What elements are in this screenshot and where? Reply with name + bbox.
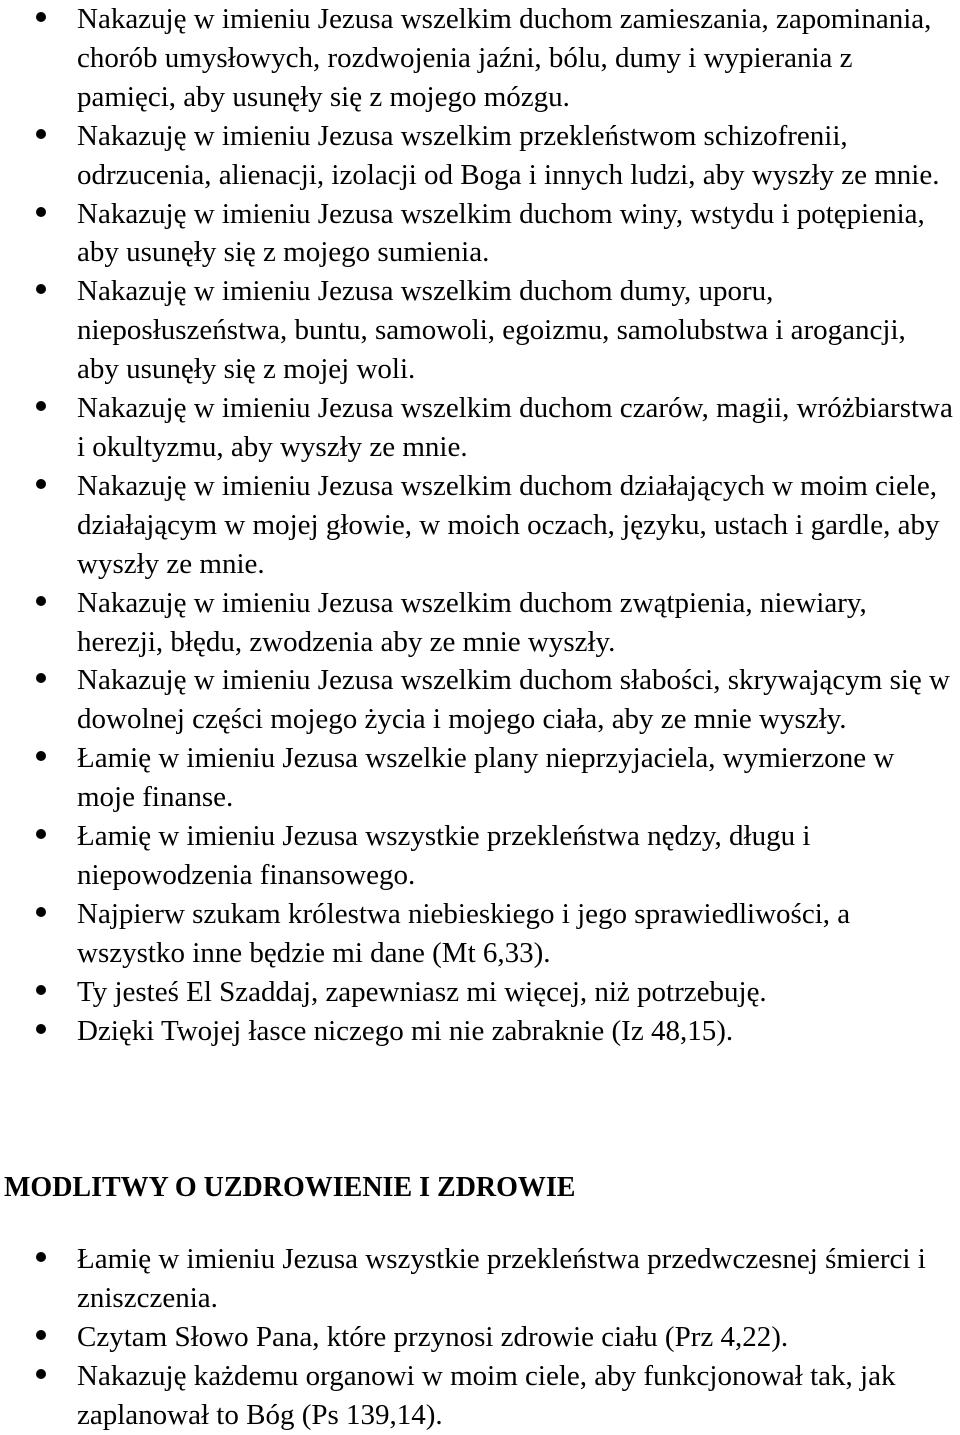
bullet-icon (36, 401, 46, 411)
list-item-text: Nakazuję w imieniu Jezusa wszelkim duchom zwątpienia, niewiary, herezji, błędu, zwodzenia aby ze mnie wyszły. (77, 586, 867, 658)
list-item (0, 467, 960, 584)
list-item-text: Nakazuję w imieniu Jezusa wszelkim duchom słabości, skrywającym się w dowolnej części mojego życia i mojego ciała, aby ze mnie wyszły. (77, 664, 950, 736)
bullet-icon (36, 12, 46, 22)
list-item-text: Łamię w imieniu Jezusa wszelkie plany nieprzyjaciela, wymierzone w moje finanse. (77, 742, 895, 814)
list-item (0, 195, 960, 273)
list-item-text: Nakazuję w imieniu Jezusa wszelkim duchom czarów, magii, wróżbiarstwa i okultyzmu, aby wyszły ze mnie. (77, 392, 953, 463)
list-item-text: Nakazuję w imieniu Jezusa wszelkim duchom dumy, uporu, nieposłuszeństwa, buntu, samowoli, egoizmu, samolubstwa i arogancji, aby usunęły się z mojej woli. (77, 275, 906, 386)
bullet-icon (36, 479, 46, 489)
list-item (0, 117, 960, 195)
list-item (0, 272, 960, 389)
list-item-text: Łamię w imieniu Jezusa wszystkie przekleństwa nędzy, długu i niepowodzenia finansowego. (77, 820, 811, 891)
bullet-icon (36, 829, 46, 839)
list-item-text: Najpierw szukam królestwa niebieskiego i jego sprawiedliwości, a wszystko inne będzie mi dane (Mt 6,33). (77, 897, 851, 969)
list-item (0, 389, 960, 467)
healing-prayer-list (0, 1240, 960, 1435)
list-item-text: Nakazuję każdemu organowi w moim ciele, aby funkcjonował tak, jak zaplanował to Bóg (Ps 139,14). (77, 1359, 896, 1431)
bullet-icon (36, 907, 46, 917)
bullet-icon (36, 985, 46, 995)
list-item-text: Łamię w imieniu Jezusa wszystkie przekleństwa przedwczesnej śmierci i zniszczenia. (77, 1243, 926, 1314)
list-item (0, 1318, 960, 1357)
bullet-icon (36, 1024, 46, 1034)
list-item (0, 0, 960, 117)
list-item (0, 895, 960, 973)
section-heading: MODLITWY O UZDROWIENIE I ZDROWIE (4, 1172, 576, 1203)
list-item (0, 1357, 960, 1435)
list-item-text: Ty jesteś El Szaddaj, zapewniasz mi więcej, niż potrzebuję. (77, 975, 767, 1008)
list-item (0, 661, 960, 739)
list-item (0, 1012, 960, 1051)
list-item (0, 1240, 960, 1318)
list-item-text: Nakazuję w imieniu Jezusa wszelkim duchom działających w moim ciele, działającym w mojej głowie, w moich oczach, języku, ustach i gardle, aby wyszły ze mnie. (77, 469, 940, 580)
list-item (0, 973, 960, 1012)
list-item-text: Nakazuję w imieniu Jezusa wszelkim przekleństwom schizofrenii, odrzucenia, alienacji, izolacji od Boga i innych ludzi, aby wyszły ze mnie. (77, 119, 940, 191)
bullet-icon (36, 596, 46, 606)
list-item-text: Nakazuję w imieniu Jezusa wszelkim duchom zamieszania, zapominania, chorób umysłowych, rozdwojenia jaźni, bólu, dumy i wypierania z pamięci, aby usunęły się z mojego mózgu. (77, 3, 932, 113)
bullet-icon (36, 129, 46, 139)
bullet-icon (36, 207, 46, 217)
bullet-icon (36, 1369, 46, 1379)
list-item-text: Dzięki Twojej łasce niczego mi nie zabraknie (Iz 48,15). (77, 1014, 734, 1047)
list-item-text: Nakazuję w imieniu Jezusa wszelkim duchom winy, wstydu i potępienia, aby usunęły się z mojego sumienia. (77, 197, 925, 269)
list-item-text: Czytam Słowo Pana, które przynosi zdrowie ciału (Prz 4,22). (77, 1320, 789, 1353)
bullet-icon (36, 284, 46, 294)
bullet-icon (36, 1252, 46, 1262)
list-item (0, 817, 960, 895)
list-item (0, 739, 960, 817)
bullet-icon (36, 1330, 46, 1340)
bullet-icon (36, 751, 46, 761)
bullet-icon (36, 673, 46, 683)
list-item (0, 584, 960, 662)
